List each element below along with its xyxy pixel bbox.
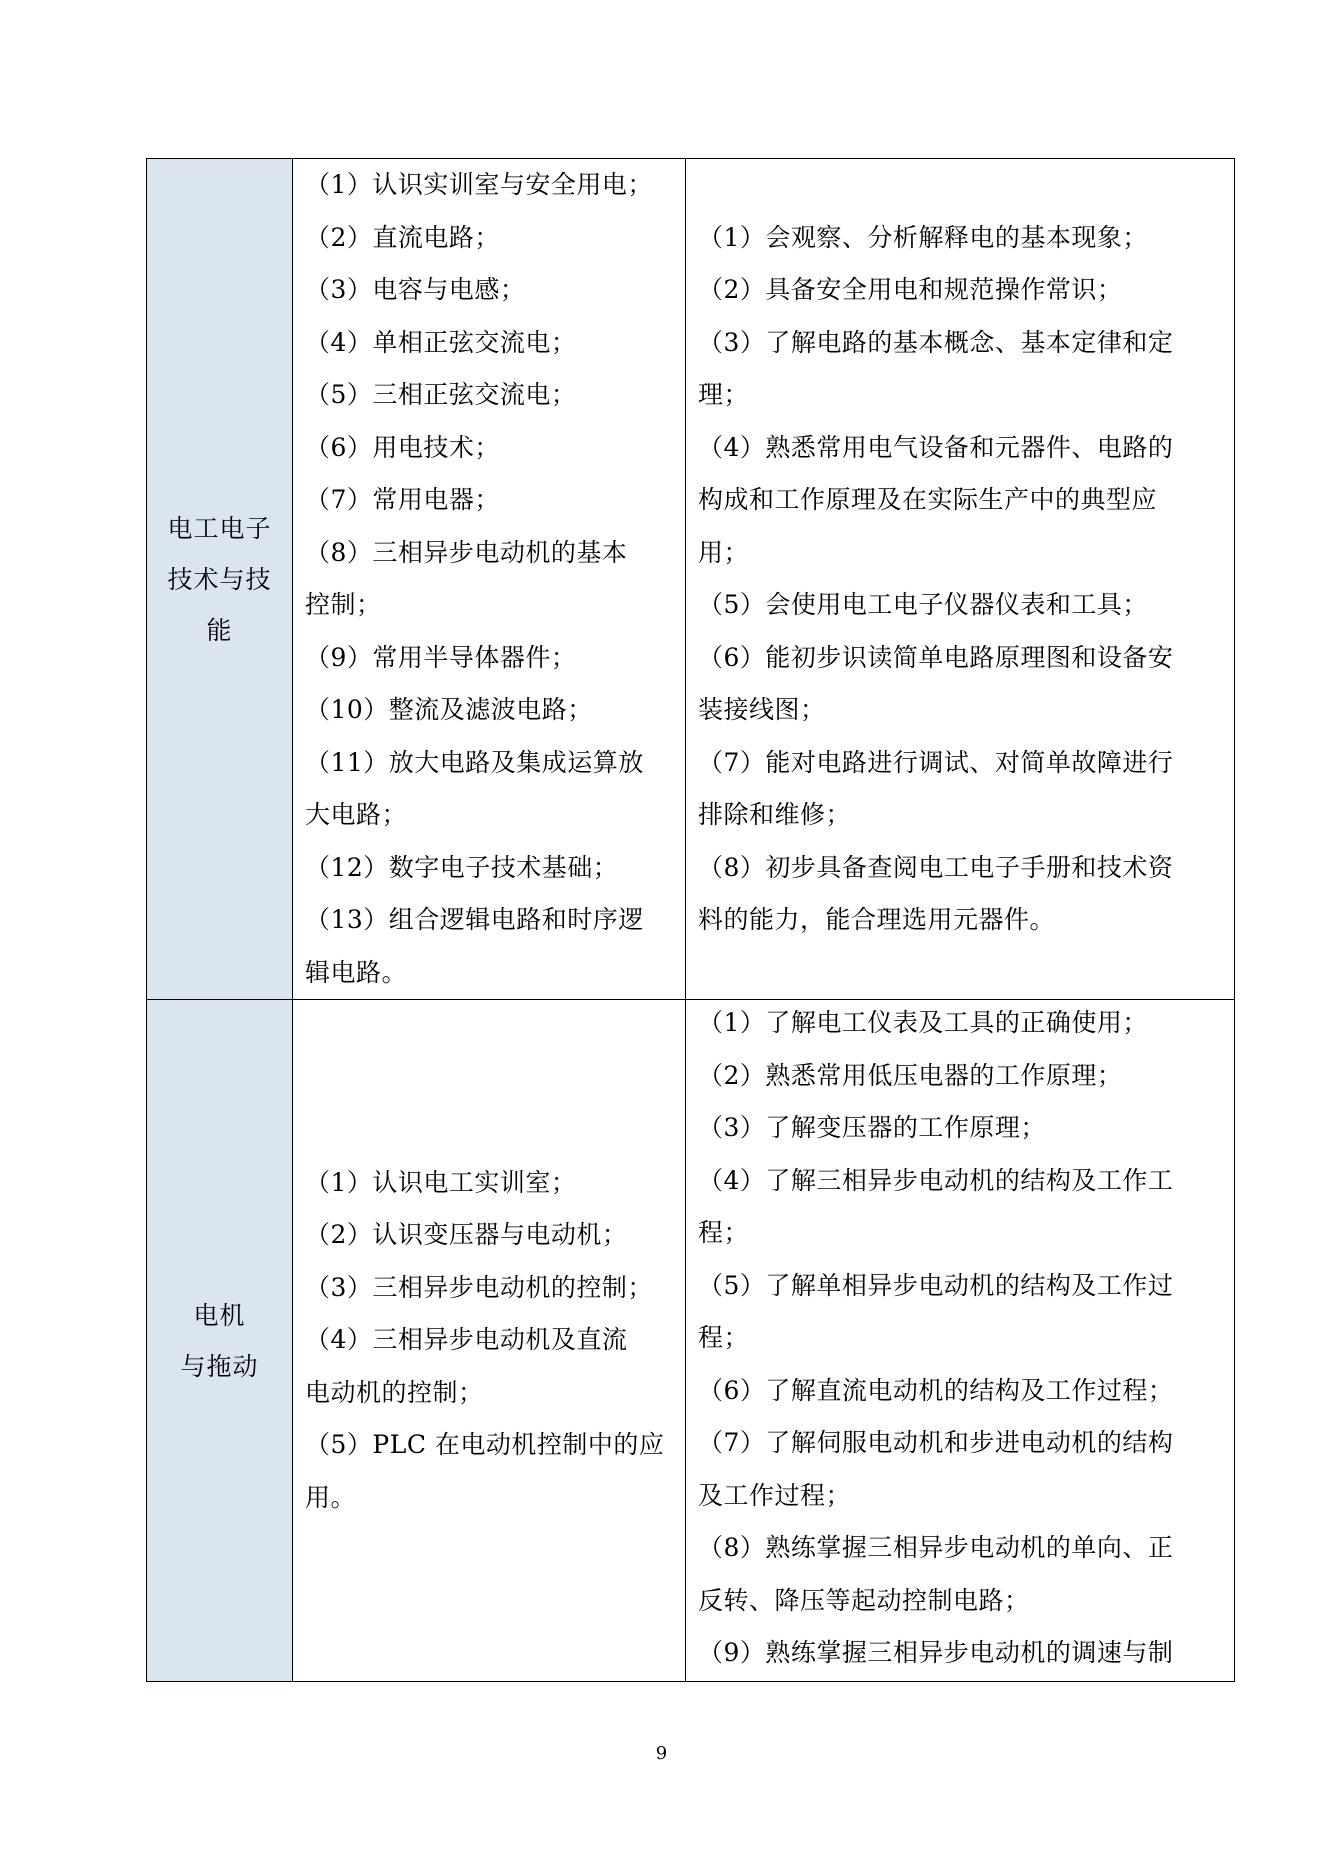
list-item: （2）直流电路； xyxy=(305,222,500,252)
list-item: 反转、降压等起动控制电路； xyxy=(698,1585,1030,1615)
list-item: （10）整流及滤波电路； xyxy=(305,695,593,724)
requirements-cell xyxy=(686,159,1235,1000)
list-item: （3）三相异步电动机的控制； xyxy=(305,1272,653,1302)
list-item: （1）认识电工实训室； xyxy=(305,1167,577,1197)
list-item: （6）用电技术； xyxy=(305,432,500,462)
list-item: （4）三相异步电动机及直流 xyxy=(305,1325,628,1355)
list-item: （6）了解直流电动机的结构及工作过程； xyxy=(698,1375,1174,1405)
list-item: （7）能对电路进行调试、对简单故障进行 xyxy=(698,747,1174,777)
list-item: 控制； xyxy=(305,590,382,619)
list-item: （5）三相正弦交流电； xyxy=(305,380,577,409)
list-item: （11）放大电路及集成运算放 xyxy=(305,747,644,777)
list-item: （2）认识变压器与电动机； xyxy=(305,1220,628,1250)
list-item: 用。 xyxy=(305,1482,357,1512)
list-item: 程； xyxy=(698,1218,750,1247)
list-item: （5）PLC 在电动机控制中的应 xyxy=(305,1430,665,1460)
list-item: （1）了解电工仪表及工具的正确使用； xyxy=(698,1008,1148,1037)
page-number: 9 xyxy=(655,1743,668,1764)
list-item: （1）认识实训室与安全用电； xyxy=(305,170,653,199)
list-item: （6）能初步识读简单电路原理图和设备安 xyxy=(698,642,1174,672)
list-item: 料的能力，能合理选用元器件。 xyxy=(698,905,1056,934)
course-table xyxy=(146,158,1235,1682)
list-item: （4）熟悉常用电气设备和元器件、电路的 xyxy=(698,432,1174,462)
table-row xyxy=(147,159,1235,1000)
list-item: （7）常用电器； xyxy=(305,485,500,514)
list-item: 辑电路。 xyxy=(305,957,408,987)
list-item: 电动机的控制； xyxy=(305,1377,484,1407)
list-item: （2）具备安全用电和规范操作常识； xyxy=(698,275,1123,304)
list-item: 排除和维修； xyxy=(698,800,852,829)
list-item: （1）会观察、分析解释电的基本现象； xyxy=(698,222,1148,252)
list-item: （8）三相异步电动机的基本 xyxy=(305,537,628,567)
requirements-list xyxy=(698,997,1222,1680)
list-item: 构成和工作原理及在实际生产中的典型应 xyxy=(698,485,1158,514)
list-item: （12）数字电子技术基础； xyxy=(305,852,619,882)
list-item: （8）初步具备查阅电工电子手册和技术资 xyxy=(698,852,1174,882)
requirements-list xyxy=(698,212,1222,947)
content-list xyxy=(305,159,675,999)
list-item: （5）了解单相异步电动机的结构及工作过 xyxy=(698,1270,1174,1300)
list-item: 及工作过程； xyxy=(698,1480,852,1510)
content-list xyxy=(305,1157,675,1525)
course-name: 电机 与拖动 xyxy=(180,1300,259,1381)
list-item: 理； xyxy=(698,380,750,409)
list-item: （9）熟练掌握三相异步电动机的调速与制 xyxy=(698,1638,1174,1667)
course-content-cell xyxy=(293,1000,686,1682)
course-name: 电工电子 技术与技 能 xyxy=(167,513,272,645)
list-item: 大电路； xyxy=(305,800,408,829)
list-item: （3）电容与电感； xyxy=(305,275,526,304)
course-name-cell xyxy=(147,159,293,1000)
list-item: 装接线图； xyxy=(698,695,826,724)
list-item: （9）常用半导体器件； xyxy=(305,642,577,672)
table-row xyxy=(147,1000,1235,1682)
list-item: （3）了解变压器的工作原理； xyxy=(698,1113,1046,1142)
list-item: （4）了解三相异步电动机的结构及工作工 xyxy=(698,1165,1174,1195)
list-item: （2）熟悉常用低压电器的工作原理； xyxy=(698,1060,1123,1090)
list-item: 程； xyxy=(698,1323,750,1352)
list-item: 用； xyxy=(698,537,750,567)
course-name-cell xyxy=(147,1000,293,1682)
list-item: （5）会使用电工电子仪器仪表和工具； xyxy=(698,590,1148,619)
list-item: （3）了解电路的基本概念、基本定律和定 xyxy=(698,327,1174,357)
list-item: （13）组合逻辑电路和时序逻 xyxy=(305,905,644,934)
list-item: （8）熟练掌握三相异步电动机的单向、正 xyxy=(698,1533,1174,1562)
course-content-cell xyxy=(293,159,686,1000)
list-item: （4）单相正弦交流电； xyxy=(305,327,577,357)
requirements-cell xyxy=(686,1000,1235,1682)
list-item: （7）了解伺服电动机和步进电动机的结构 xyxy=(698,1428,1174,1457)
